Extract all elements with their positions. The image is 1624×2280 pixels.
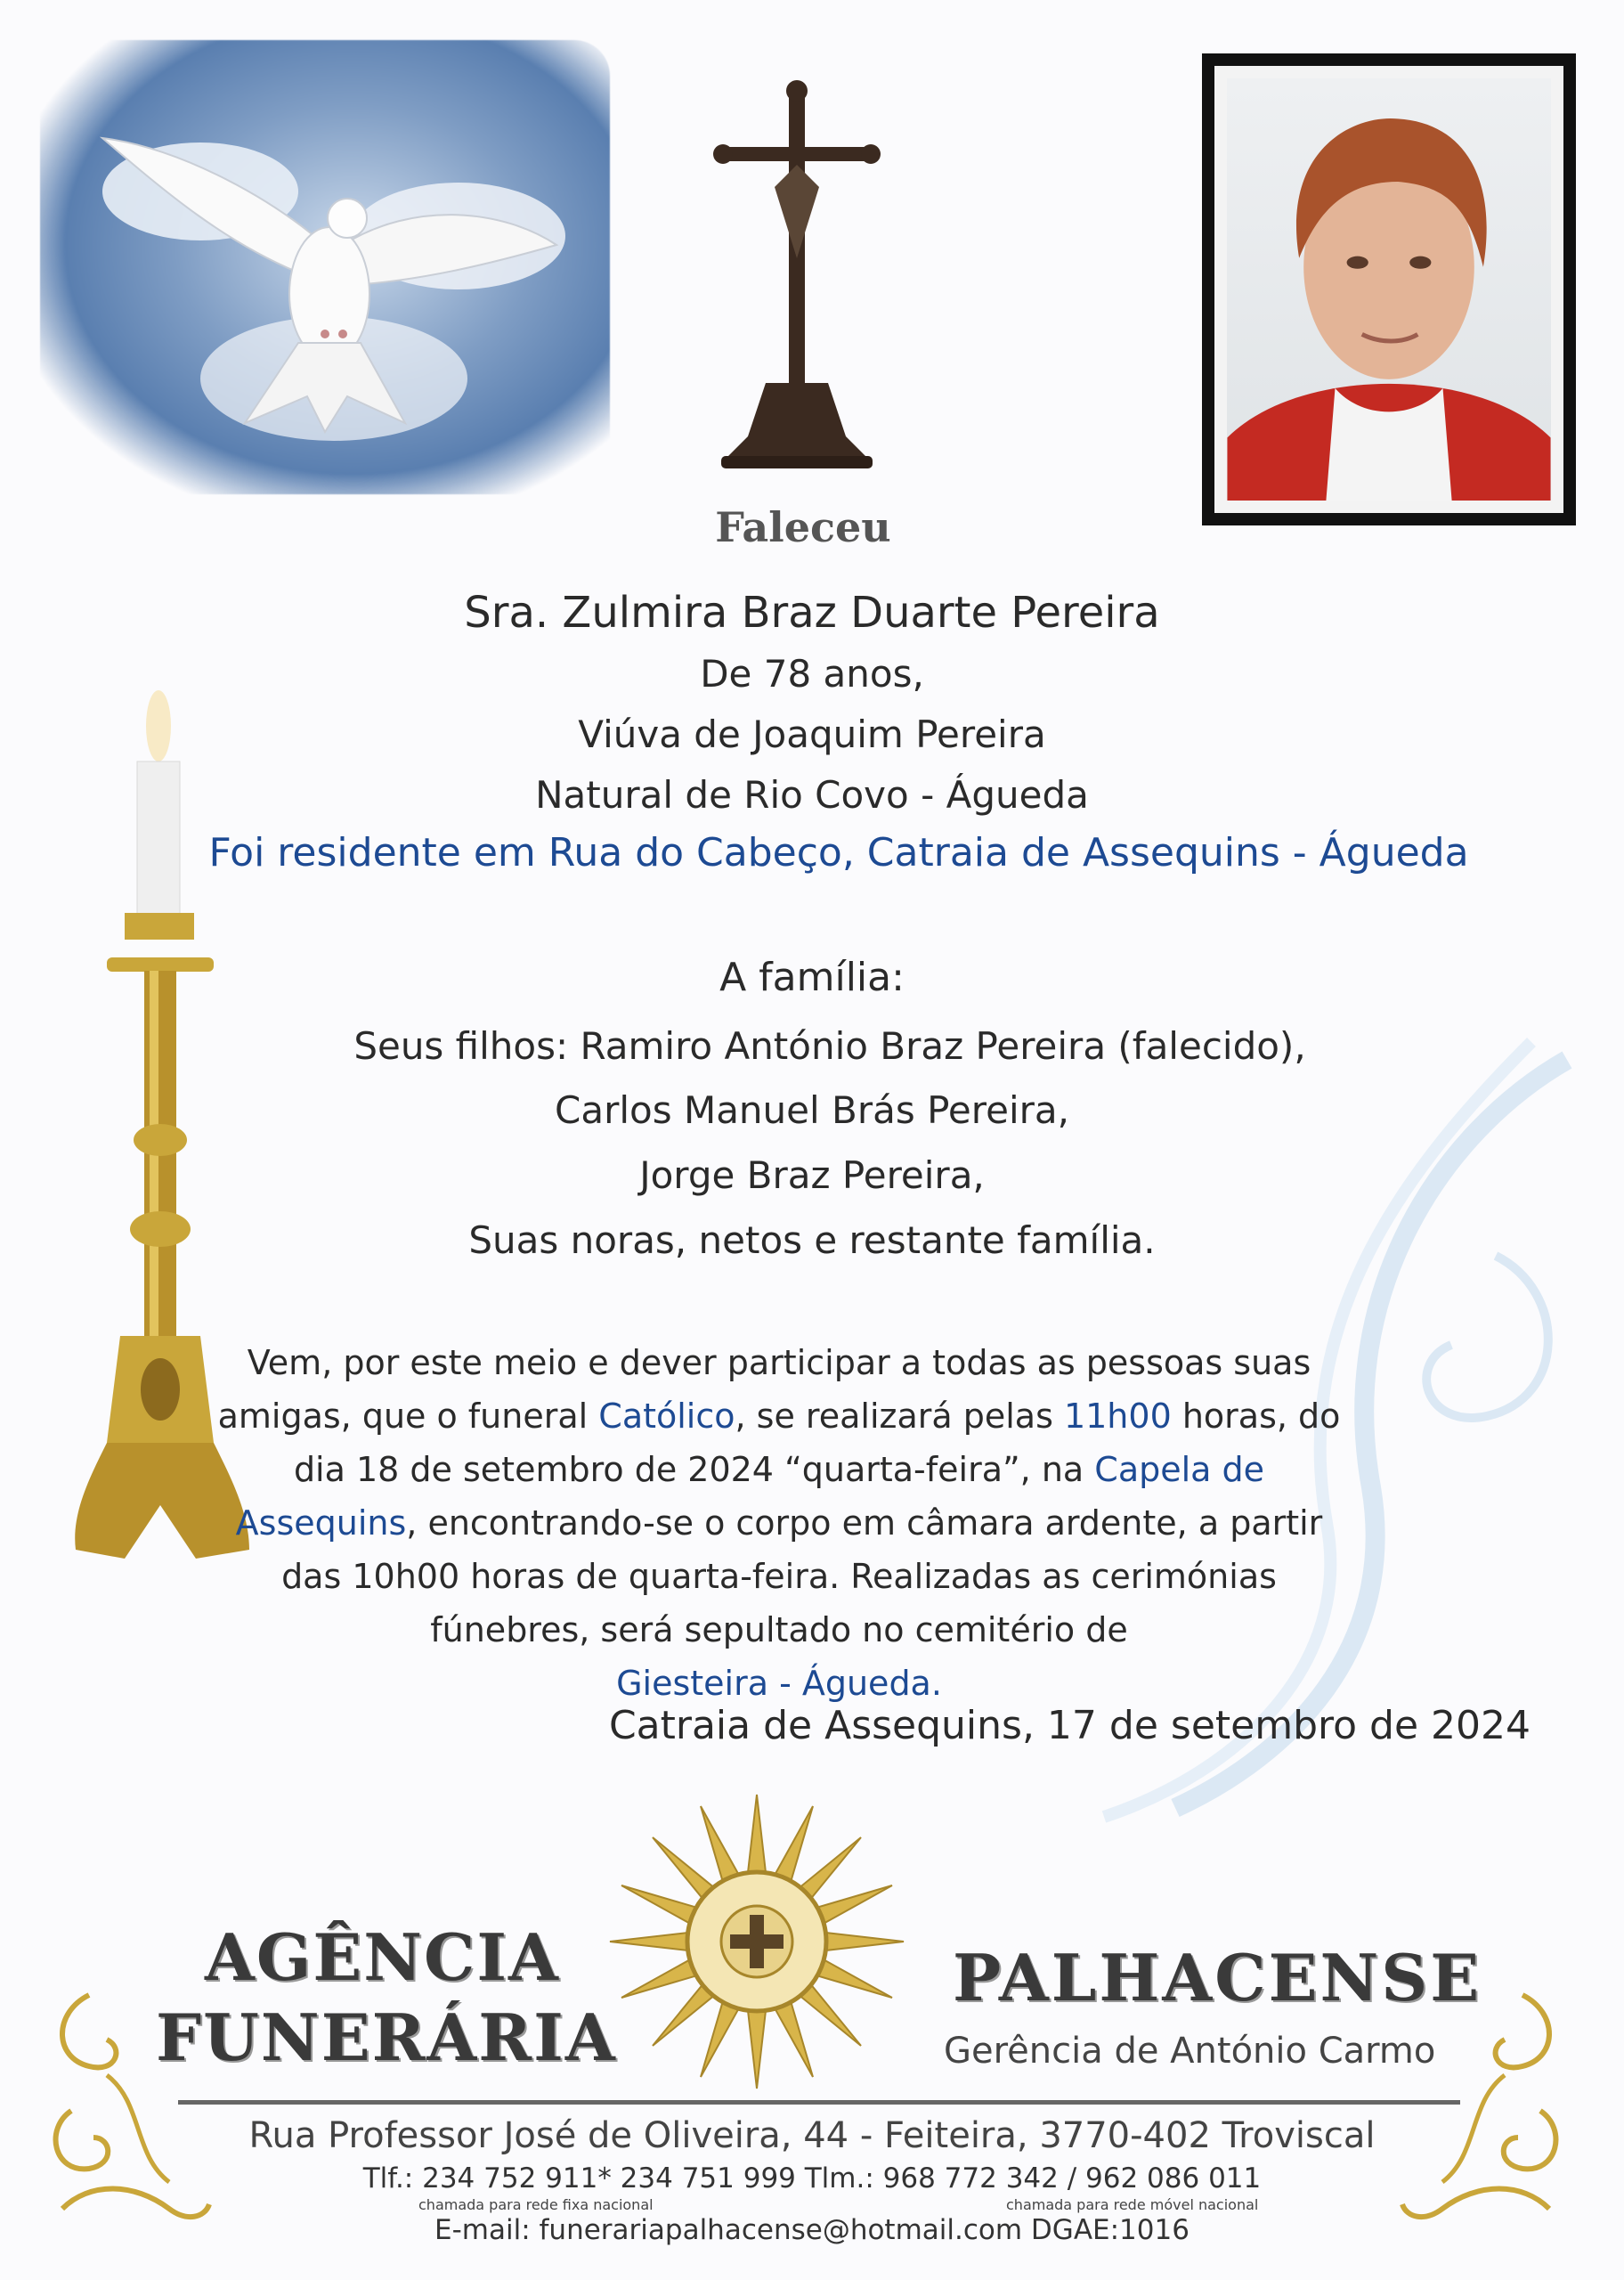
announcement-text: , encontrando-se o corpo em câmara ardente, a partir das 10h00 horas de quarta-feira. Realizadas as cerimónias fúnebres, será sepultado no cemitério de <box>281 1503 1323 1649</box>
footer-divider <box>178 2100 1460 2105</box>
family-line: Carlos Manuel Brás Pereira, <box>555 1088 1069 1132</box>
deceased-birthplace: Natural de Rio Covo - Águeda <box>535 773 1089 817</box>
ornament-right-icon <box>1309 1977 1576 2244</box>
family-line: Suas noras, netos e restante família. <box>468 1218 1156 1262</box>
agency-word-agencia: AGÊNCIA <box>205 1919 560 1995</box>
heading-faleceu: Faleceu <box>715 503 891 551</box>
announcement-text: , se realizará pelas <box>735 1396 1064 1436</box>
portrait-mat <box>1214 66 1563 513</box>
family-line: Jorge Braz Pereira, <box>639 1153 985 1197</box>
family-line: Seus filhos: Ramiro António Braz Pereira (falecido), <box>353 1024 1306 1068</box>
agency-management: Gerência de António Carmo <box>944 2031 1436 2072</box>
portrait-photo <box>1227 78 1551 501</box>
agency-email: E-mail: funerariapalhacense@hotmail.com DGAE:1016 <box>434 2214 1190 2246</box>
announcement-highlight: Capela de Assequins <box>235 1450 1265 1543</box>
deceased-residence: Foi residente em Rua do Cabeço, Catraia de Assequins - Águeda <box>208 830 1469 875</box>
announcement-highlight: Giesteira - Águeda. <box>616 1664 942 1703</box>
funeral-announcement <box>205 1336 1353 1710</box>
woman-portrait-icon <box>1227 78 1551 501</box>
portrait-frame <box>1202 53 1576 525</box>
announcement-text: Vem, por este meio e dever participar a todas as pessoas suas amigas, que o funeral <box>217 1343 1311 1436</box>
agency-address: Rua Professor José de Oliveira, 44 - Feiteira, 3770-402 Troviscal <box>248 2115 1376 2156</box>
agency-emblem-icon <box>605 1790 908 2093</box>
deceased-age: De 78 anos, <box>700 652 924 696</box>
announcement-highlight: Católico <box>598 1396 735 1436</box>
deceased-name: Sra. Zulmira Braz Duarte Pereira <box>464 588 1160 638</box>
announcement-text: horas, do dia 18 de setembro de 2024 “quarta-feira”, na <box>293 1396 1341 1489</box>
agency-word-funeraria: FUNERÁRIA <box>156 1999 617 2075</box>
agency-phones: Tlf.: 234 752 911* 234 751 999 Tlm.: 968 772 342 / 962 086 011 <box>362 2162 1262 2194</box>
dateline: Catraia de Assequins, 17 de setembro de 2024 <box>608 1703 1531 1748</box>
announcement-highlight: 11h00 <box>1063 1396 1172 1436</box>
dove-icon <box>40 40 610 494</box>
family-heading: A família: <box>719 955 905 1000</box>
phone-note-fixed: chamada para rede fixa nacional <box>418 2196 654 2213</box>
deceased-widow: Viúva de Joaquim Pereira <box>578 712 1046 756</box>
crucifix-icon <box>712 80 881 472</box>
agency-name: PALHACENSE <box>953 1940 1482 2015</box>
phone-note-mobile: chamada para rede móvel nacional <box>1006 2196 1259 2213</box>
